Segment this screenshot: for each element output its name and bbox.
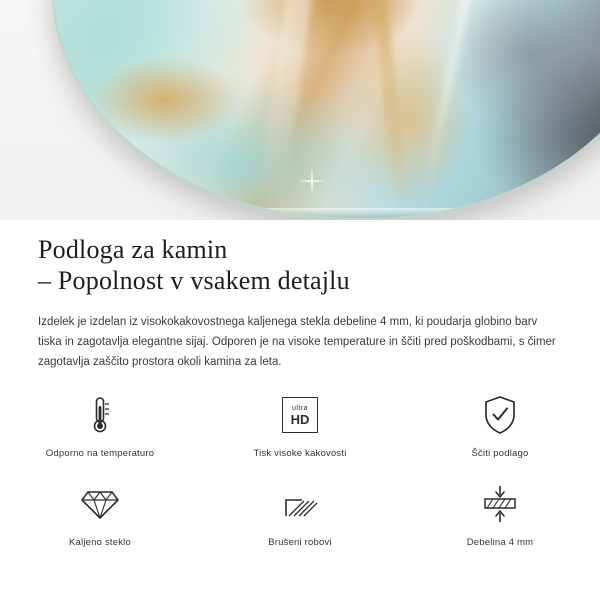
thermometer-icon: [80, 392, 120, 438]
feature-temperature-resistant: [0, 392, 200, 459]
feature-label: Brušeni robovi: [268, 537, 332, 548]
feature-thickness: [400, 481, 600, 548]
feature-list: [0, 392, 600, 548]
feature-label: Debelina 4 mm: [466, 537, 534, 548]
diamond-icon: [78, 481, 122, 527]
feature-polished-edges: [200, 481, 400, 548]
feature-protects-surface: [400, 392, 600, 459]
page-title: [0, 222, 600, 296]
polished-edges-icon: [280, 481, 320, 527]
abstract-marble-artwork: [55, 0, 600, 218]
glass-edge-highlight: [55, 208, 600, 218]
feature-high-quality-print: [200, 392, 400, 459]
description-paragraph: Izdelek je izdelan iz visokokakovostnega kaljenega stekla debeline 4 mm, ki poudarja globino barv tiska in zagotavlja elegantne sijaj. Odporen je na visoke temperature in ščiti pred poškodbami, s čimer zagotavlja zaščito prostora okoli kamina za leta.: [38, 316, 556, 368]
feature-tempered-glass: [0, 481, 200, 548]
ultra-hd-icon: [282, 392, 318, 438]
headline-line-2: – Popolnost v vsakem detajlu: [38, 266, 350, 295]
thickness-arrows-icon: [479, 481, 521, 527]
shield-check-icon: [480, 392, 520, 438]
feature-row-2: [0, 481, 600, 548]
text-content: [0, 222, 600, 372]
feature-label: Ščiti podlago: [471, 448, 529, 459]
glass-panel-product-image: [52, 0, 600, 220]
feature-label: Tisk visoke kakovosti: [253, 448, 347, 459]
hero-image: [0, 0, 600, 220]
headline-line-1: Podloga za kamin: [38, 235, 228, 264]
ultra-hd-badge-bottom: HD: [290, 411, 310, 427]
feature-label: Odporno na temperaturo: [45, 448, 155, 459]
feature-label: Kaljeno steklo: [69, 537, 131, 548]
ultra-hd-badge-top: ultra: [291, 404, 309, 412]
feature-row-1: [0, 392, 600, 459]
